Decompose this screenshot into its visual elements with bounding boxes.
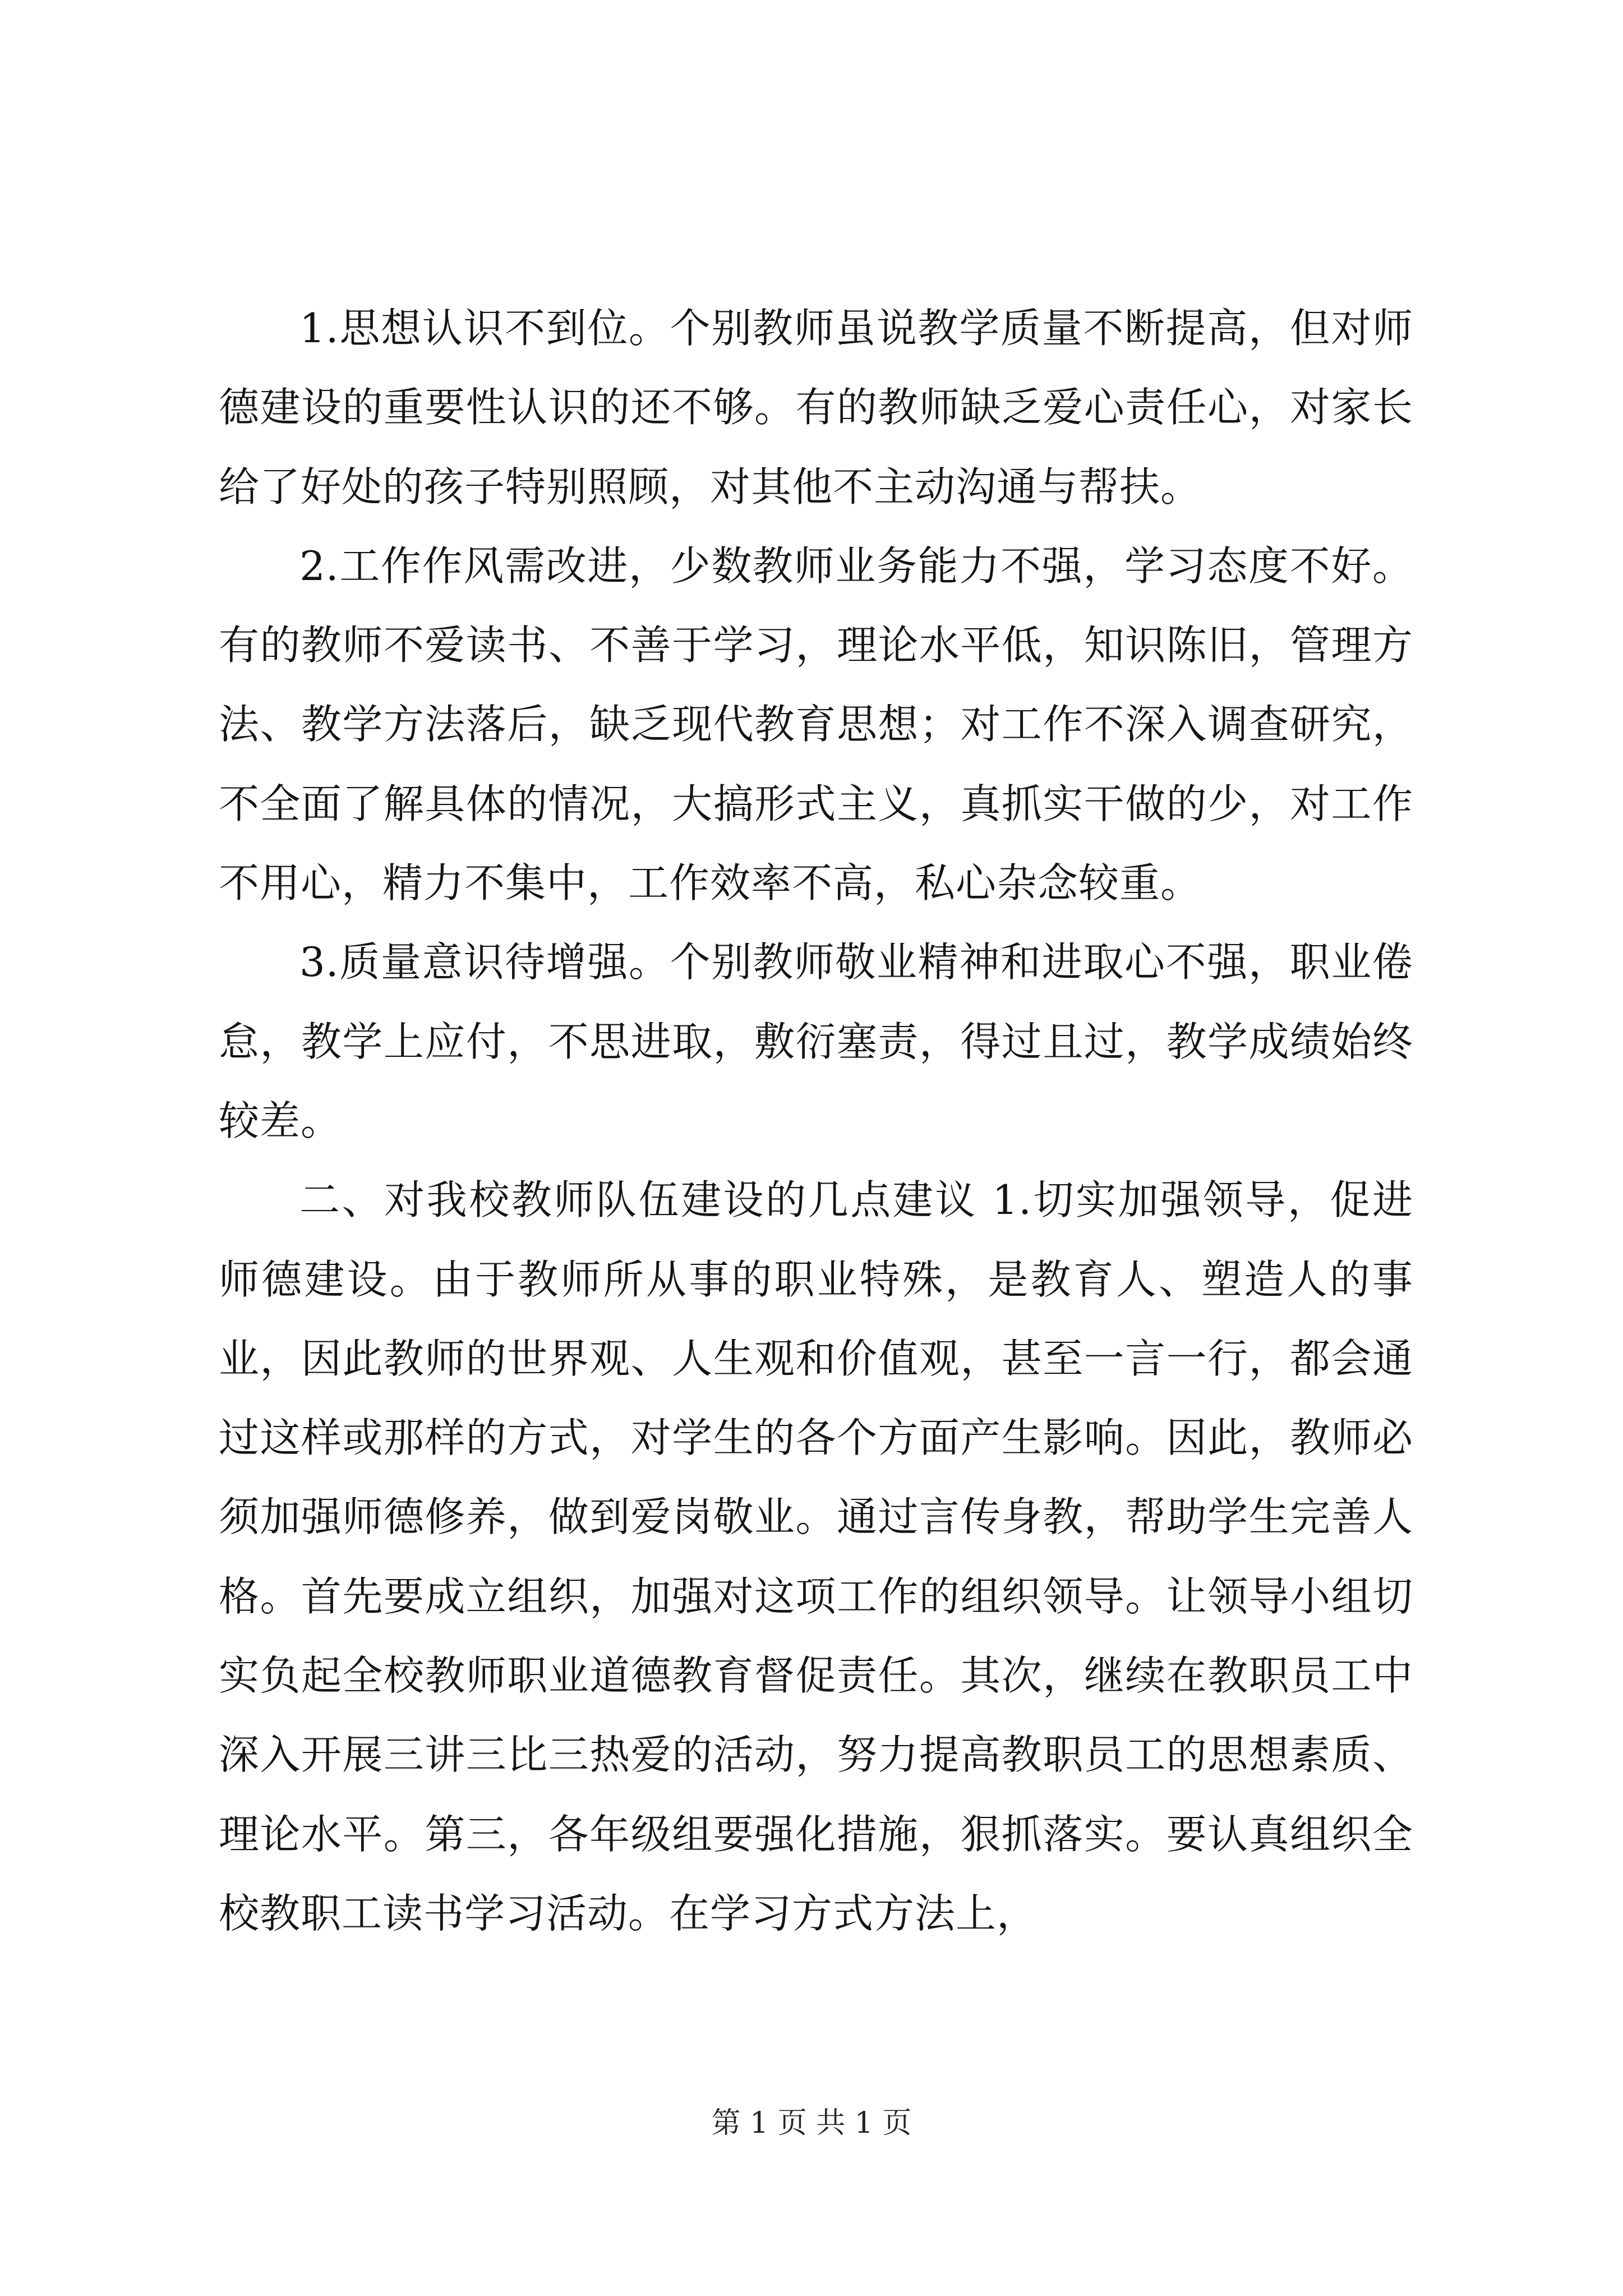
paragraph-3: 3.质量意识待增强。个别教师敬业精神和进取心不强，职业倦怠，教学上应付，不思进取，敷衍塞责，得过且过，教学成绩始终较差。 xyxy=(219,938,1413,1144)
paragraph-2: 2.工作作风需改进，少数教师业务能力不强，学习态度不好。有的教师不爱读书、不善于学习，理论水平低，知识陈旧，管理方法、教学方法落后，缺乏现代教育思想；对工作不深入调查研究，不全面了解具体的情况，大搞形式主义，真抓实干做的少，对工作不用心，精力不集中，工作效率不高，私心杂念较重。 xyxy=(219,542,1413,907)
paragraph-4: 二、对我校教师队伍建设的几点建议 1.切实加强领导，促进师德建设。由于教师所从事的职业特殊，是教育人、塑造人的事业，因此教师的世界观、人生观和价值观，甚至一言一行，都会通过这样或那样的方式，对学生的各个方面产生影响。因此，教师必须加强师德修养，做到爱岗敬业。通过言传身教，帮助学生完善人格。首先要成立组织，加强对这项工作的组织领导。让领导小组切实负起全校教师职业道德教育督促责任。其次，继续在教职员工中深入开展三讲三比三热爱的活动，努力提高教职员工的思想素质、理论水平。第三，各年级组要强化措施，狠抓落实。要认真组织全校教职工读书学习活动。在学习方式方法上， xyxy=(219,1176,1413,1937)
document-body xyxy=(219,289,1413,1953)
paragraph-1: 1.思想认识不到位。个别教师虽说教学质量不断提高，但对师德建设的重要性认识的还不够。有的教师缺乏爱心责任心，对家长给了好处的孩子特别照顾，对其他不主动沟通与帮扶。 xyxy=(219,305,1413,510)
page-footer: 第 1 页 共 1 页 xyxy=(711,2106,912,2140)
